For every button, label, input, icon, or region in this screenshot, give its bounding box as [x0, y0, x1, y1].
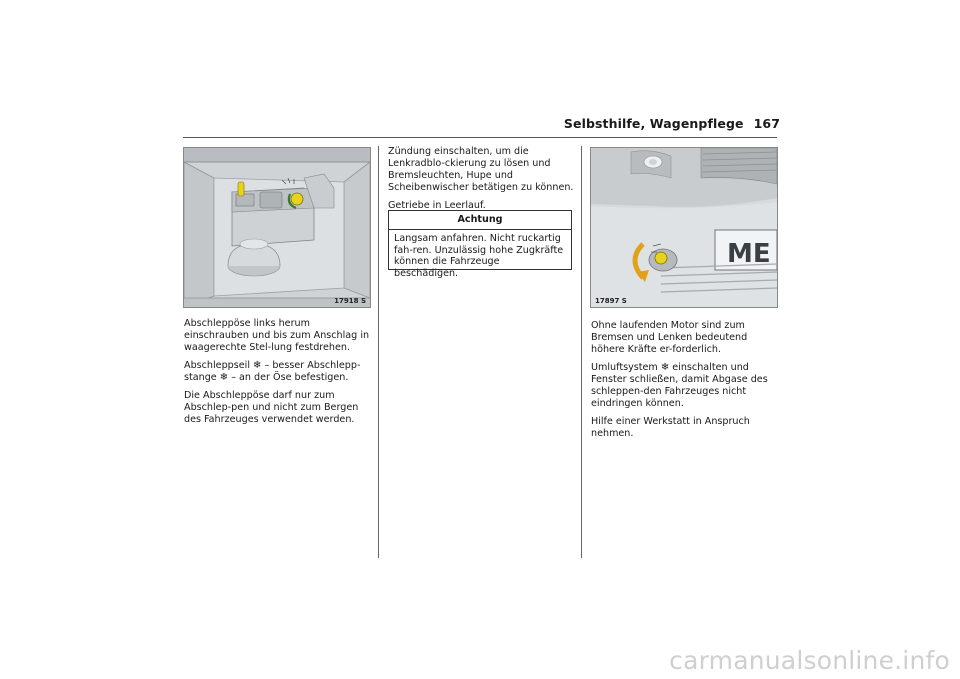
figure-code: 17918 S	[334, 297, 366, 305]
snowflake-icon: ❄	[253, 360, 262, 371]
section-title: Selbsthilfe, Wagenpflege	[563, 116, 744, 131]
paragraph: Umluftsystem ❄ einschalten und Fenster schließen, damit Abgase des schleppen-den Fahrzeuges nicht eindringen können.	[591, 362, 768, 409]
bumper-illustration	[591, 148, 777, 307]
left-column-text	[184, 318, 370, 432]
snowflake-icon: ❄	[219, 372, 229, 383]
warning-title: Achtung	[389, 211, 571, 230]
warning-box	[388, 210, 572, 279]
trunk-tow-eye-figure	[183, 147, 371, 308]
column-divider-1	[378, 146, 379, 558]
paragraph: Die Abschleppöse darf nur zum Abschlep-pen und nicht zum Bergen des Fahrzeuges verwendet werden.	[184, 390, 359, 425]
watermark: carmanualsonline.info	[669, 646, 950, 675]
paragraph: Abschleppöse links herum einschrauben und bis zum Anschlag in waagerechte Stel-lung festdrehen.	[184, 318, 370, 353]
paragraph: Abschleppseil ❄ – besser Abschlepp-stange ❄ – an der Öse befestigen.	[184, 360, 361, 383]
figure-code: 17897 S	[595, 297, 627, 305]
header-divider	[183, 137, 777, 138]
paragraph: Getriebe in Leerlauf.	[388, 200, 486, 211]
right-column-text	[591, 320, 777, 446]
trunk-illustration	[184, 148, 370, 307]
paragraph: Zündung einschalten, um die Lenkradblo-ckierung zu lösen und Bremsleuchten, Hupe und Scheibenwischer betätigen zu können.	[388, 146, 574, 193]
snowflake-icon: ❄	[660, 362, 670, 373]
plate-text: ME	[727, 239, 771, 269]
paragraph: Ohne laufenden Motor sind zum Bremsen und Lenken bedeutend höhere Kräfte er-forderlich.	[591, 320, 748, 355]
warning-text: Langsam anfahren. Nicht ruckartig fah-ren. Unzulässig hohe Zugkräfte können die Fahrzeuge beschädigen.	[394, 233, 564, 279]
middle-column-text	[388, 146, 574, 218]
page-number: 167	[753, 116, 780, 131]
paragraph: Hilfe einer Werkstatt in Anspruch nehmen.	[591, 416, 750, 439]
page-header	[560, 116, 780, 131]
front-tow-eye-figure	[590, 147, 778, 308]
column-divider-2	[581, 146, 582, 558]
